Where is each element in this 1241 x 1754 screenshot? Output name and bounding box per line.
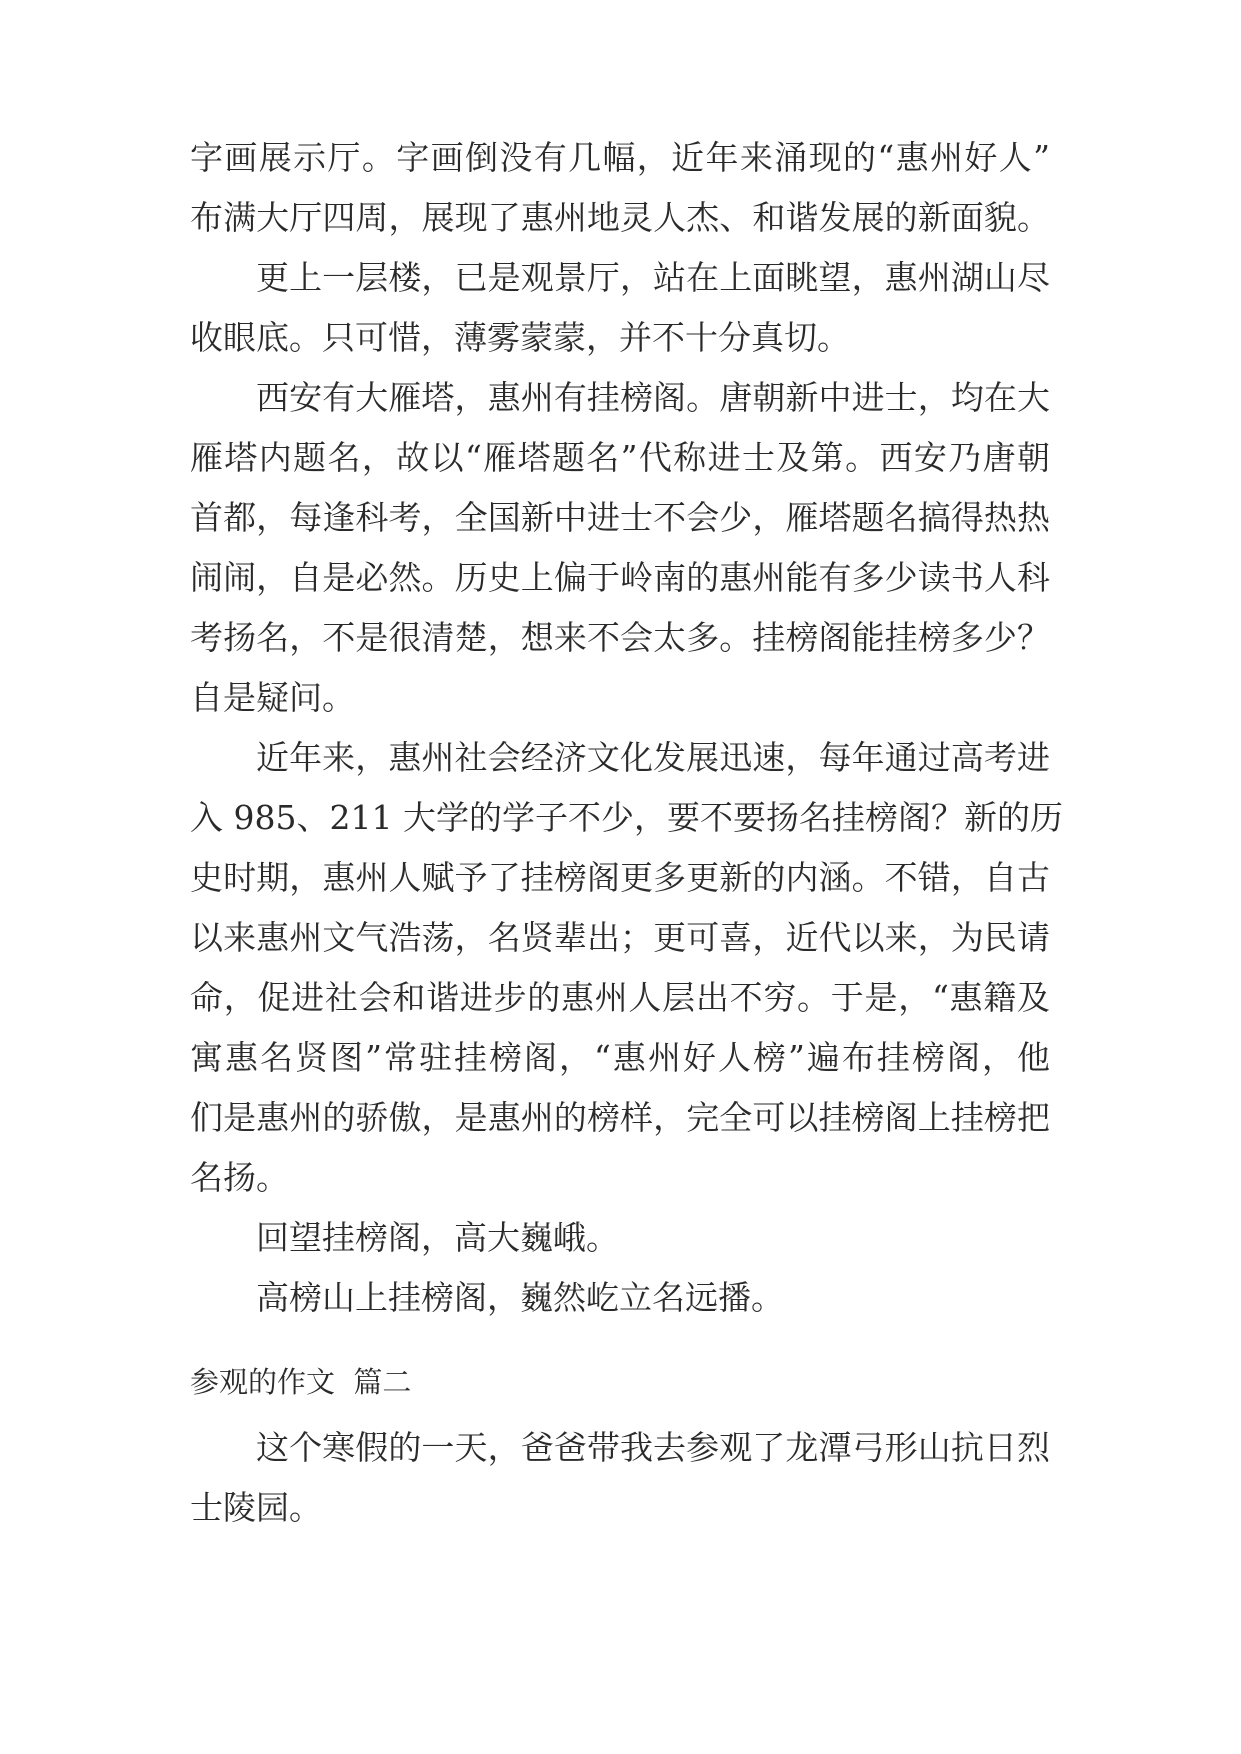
text-line: 们是惠州的骄傲，是惠州的榜样，完全可以挂榜阁上挂榜把	[190, 1098, 1050, 1137]
text-line: 命，促进社会和谐进步的惠州人层出不穷。于是，“惠籍及	[190, 978, 1050, 1017]
text-line: 雁塔内题名，故以“雁塔题名”代称进士及第。西安乃唐朝	[190, 438, 1050, 477]
text-line: 史时期，惠州人赋予了挂榜阁更多更新的内涵。不错，自古	[190, 858, 1050, 897]
text-line: 士陵园。	[190, 1488, 322, 1527]
text-line: 名扬。	[190, 1158, 289, 1197]
text-line: 字画展示厅。字画倒没有几幅，近年来涌现的“惠州好人”	[190, 138, 1050, 177]
text-line: 自是疑问。	[190, 678, 355, 717]
text-line: 回望挂榜阁，高大巍峨。	[256, 1218, 619, 1257]
text-line: 更上一层楼，已是观景厅，站在上面眺望，惠州湖山尽	[256, 258, 1050, 297]
text-line: 布满大厅四周，展现了惠州地灵人杰、和谐发展的新面貌。	[190, 198, 1050, 237]
section-heading: 参观的作文 篇二	[190, 1365, 412, 1399]
text-line: 考扬名，不是很清楚，想来不会太多。挂榜阁能挂榜多少？	[190, 618, 1050, 657]
text-line: 高榜山上挂榜阁，巍然屹立名远播。	[256, 1278, 784, 1317]
text-line: 首都，每逢科考，全国新中进士不会少，雁塔题名搞得热热	[190, 498, 1050, 537]
text-line: 寓惠名贤图”常驻挂榜阁，“惠州好人榜”遍布挂榜阁，他	[190, 1038, 1050, 1077]
text-line: 西安有大雁塔，惠州有挂榜阁。唐朝新中进士，均在大	[256, 378, 1050, 417]
text-line: 收眼底。只可惜，薄雾蒙蒙，并不十分真切。	[190, 318, 850, 357]
text-line: 以来惠州文气浩荡，名贤辈出；更可喜，近代以来，为民请	[190, 918, 1050, 957]
text-line: 近年来，惠州社会经济文化发展迅速，每年通过高考进	[256, 738, 1050, 777]
text-line: 闹闹，自是必然。历史上偏于岭南的惠州能有多少读书人科	[190, 558, 1050, 597]
text-line: 这个寒假的一天，爸爸带我去参观了龙潭弓形山抗日烈	[256, 1428, 1050, 1467]
text-line: 入 985、211 大学的学子不少，要不要扬名挂榜阁？新的历	[190, 798, 1063, 837]
